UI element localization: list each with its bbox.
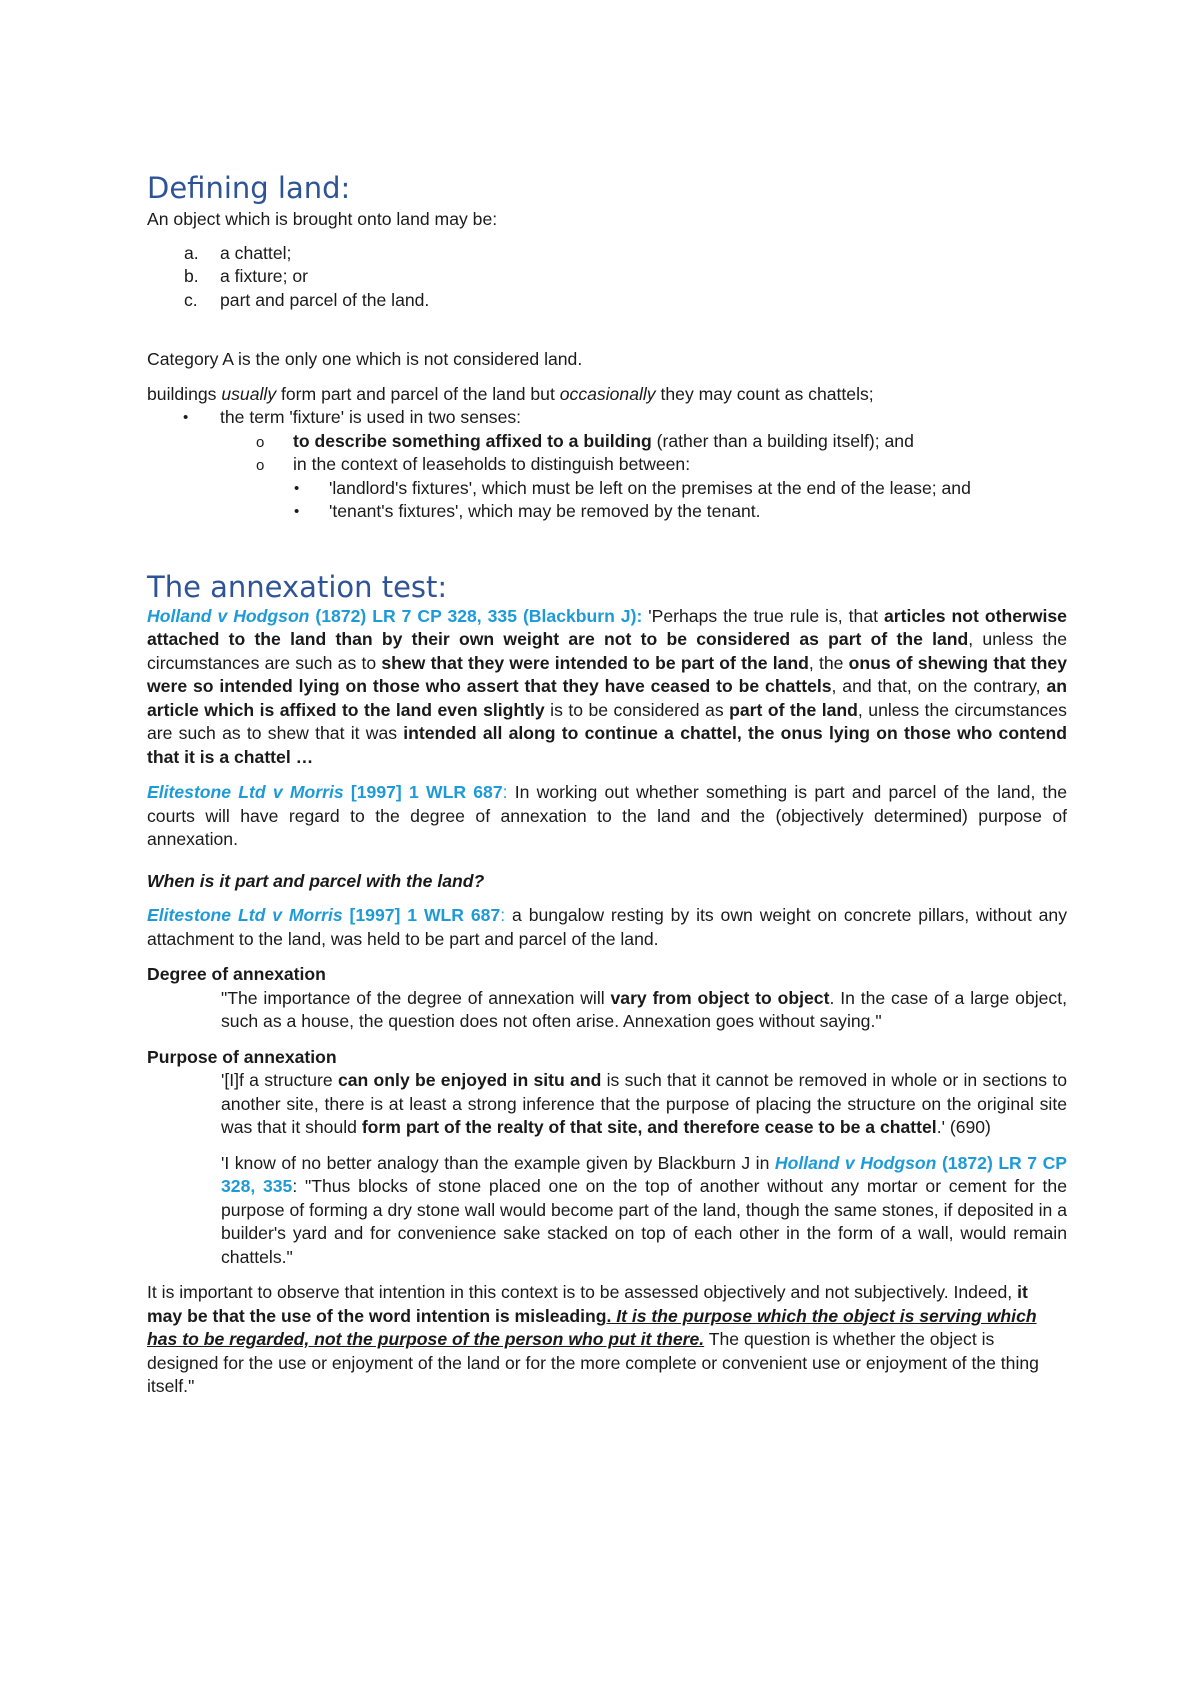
text-run: , and that, on the contrary,: [831, 676, 1047, 696]
case-name: Elitestone Ltd v Morris: [147, 905, 343, 925]
text-run: , unless the circumstances are such as to shew that it was: [147, 699, 1067, 743]
text-run: "The importance of the degree of annexation will: [221, 987, 611, 1008]
list-item: [294, 500, 1067, 524]
list-item: [256, 430, 1067, 454]
text-run: In working out whether something is part and parcel of the land, the courts will have regard to the degree of annexation to the land and the (objectively determined) purpose of annexation.: [147, 782, 1068, 849]
emphasis-occasionally: occasionally: [559, 383, 656, 404]
text-run: they may count as chattels;: [655, 383, 874, 404]
text-run: It is important to observe that intention in this context is to be assessed objectively and not subjectively. Indeed,: [147, 1282, 1018, 1302]
heading-annexation-test: The annexation test:: [147, 569, 448, 604]
leasehold-fixtures-list: [294, 477, 1067, 524]
elitestone-paragraph-2: [147, 904, 1067, 951]
list-item-text: in the context of leaseholds to distinguish between:: [293, 454, 691, 474]
list-item: [147, 289, 1067, 313]
question-heading: When is it part and parcel with the land?: [147, 870, 485, 891]
text-run: The question is whether the object is designed for the use or enjoyment of the land or for the more complete or convenient use or enjoyment of the thing itself.": [147, 1329, 1039, 1396]
bold-text: form part of the realty of that site, and therefore cease to be a chattel: [361, 1117, 937, 1137]
list-item-text: the term 'fixture' is used in two senses:: [220, 407, 522, 427]
elitestone-paragraph-1: [147, 781, 1067, 852]
emphasis-usually: usually: [221, 383, 277, 404]
buildings-paragraph: [147, 383, 1067, 407]
bold-text: shew that they were intended to be part of the land: [381, 652, 809, 673]
category-note: Category A is the only one which is not considered land.: [147, 349, 583, 369]
text-run: 'Perhaps the true rule is, that: [642, 605, 884, 626]
text-run: :: [502, 782, 508, 802]
text-run: is to be considered as: [544, 699, 730, 720]
list-item-text: 'landlord's fixtures', which must be left on the premises at the end of the lease; and: [329, 477, 971, 498]
text-run: : "Thus blocks of stone placed one on the top of another without any mortar or cement for the purpose of forming a dry stone wall would become part of the land, though the same stones, if deposited in a builder's yard and for convenience sake stacked on top of each other in the form of a wall, would remain chattels.": [221, 1176, 1067, 1267]
citation-text: (1872) LR 7 CP 328, 335 (Blackburn J):: [309, 605, 643, 626]
text-run: , the: [808, 652, 849, 673]
bold-text: .: [606, 1305, 612, 1326]
bullet-icon: •: [294, 479, 300, 497]
purpose-quote-2: [147, 1152, 1067, 1270]
bullet-icon: •: [183, 409, 189, 426]
list-marker: b.: [184, 266, 199, 286]
case-citation: [147, 606, 642, 626]
case-name: Holland v Hodgson: [774, 1152, 937, 1173]
text-run: a bungalow resting by its own weight on concrete pillars, without any attachment to the land, was held to be part and parcel of the land.: [147, 905, 1068, 949]
degree-quote: [147, 987, 1067, 1034]
circle-bullet-icon: o: [256, 457, 265, 474]
list-item: [147, 242, 1067, 266]
bold-text: part of the land: [729, 699, 858, 720]
citation-text: (1872) LR 7 CP 328, 335: [221, 1152, 1068, 1196]
bold-text: it may be that the use of the word intention is misleading: [147, 1282, 1028, 1326]
holland-paragraph: [147, 605, 1067, 770]
list-item-text: part and parcel of the land.: [220, 289, 430, 310]
text-run: buildings: [147, 383, 222, 404]
list-item-text: 'tenant's fixtures', which may be removed by the tenant.: [329, 501, 761, 521]
purpose-heading: Purpose of annexation: [147, 1046, 337, 1067]
list-marker: a.: [184, 242, 199, 263]
bold-text: onus of shewing that they were so intended lying on those who assert that they have ceased to be chattels: [147, 652, 1067, 696]
circle-bullet-icon: o: [256, 433, 265, 451]
list-item: [294, 477, 1067, 501]
case-citation: [147, 905, 500, 925]
purpose-quote-1: [147, 1069, 1067, 1140]
text-run: . In the case of a large object, such as a house, the question does not often arise. Annexation goes without saying.": [221, 987, 1068, 1031]
text-run: , unless the circumstances are such as to: [147, 629, 1067, 673]
list-item-text: a fixture; or: [220, 266, 309, 286]
bold-text: to describe something affixed to a building: [293, 430, 652, 451]
bullet-icon: •: [294, 503, 300, 520]
text-run: '[I]f a structure: [221, 1070, 338, 1090]
text-run: is such that it cannot be removed in whole or in sections to another site, there is at least a strong inference that the purpose of placing the structure on the original site was that it should: [221, 1070, 1067, 1137]
citation-text: [1997] 1 WLR 687: [343, 782, 503, 802]
degree-heading: Degree of annexation: [147, 964, 326, 984]
text-run: (rather than a building itself); and: [651, 430, 914, 451]
intro-paragraph: An object which is brought onto land may be:: [147, 209, 498, 229]
list-item-text: a chattel;: [220, 242, 292, 263]
list-marker: c.: [184, 289, 198, 310]
document-body: [147, 170, 1067, 1399]
heading-defining-land: Defining land:: [147, 171, 351, 205]
bold-text: vary from object to object: [610, 987, 830, 1008]
bold-text: can only be enjoyed in situ and: [337, 1070, 602, 1090]
bold-text: an article which is affixed to the land even slightly: [147, 676, 1067, 720]
text-run: 'I know of no better analogy than the example given by Blackburn J in: [221, 1152, 775, 1173]
closing-paragraph: [147, 1281, 1067, 1399]
bold-text: articles not otherwise attached to the land than by their own weight are not to be considered as part of the land: [147, 605, 1067, 649]
citation-text: [1997] 1 WLR 687: [342, 905, 501, 925]
fixture-bullet-list: [147, 406, 1067, 524]
case-name: Holland v Hodgson: [147, 605, 310, 626]
case-citation: [147, 782, 503, 802]
object-categories-list: [147, 242, 1067, 313]
case-name: Elitestone Ltd v Morris: [147, 782, 344, 802]
bold-text: intended all along to continue a chattel, the onus lying on those who contend that it is a chattel …: [147, 723, 1067, 767]
text-run: :: [500, 905, 506, 925]
text-run: .' (690): [936, 1117, 991, 1137]
list-item: [147, 265, 1067, 289]
bold-italic-underlined-text: It is the purpose which the object is serving which has to be regarded, not the purpose of the person who put it there.: [147, 1305, 1037, 1349]
text-run: form part and parcel of the land but: [276, 383, 560, 404]
fixture-senses-list: [256, 430, 1067, 524]
list-item: [256, 453, 1067, 524]
list-item: [147, 406, 1067, 524]
